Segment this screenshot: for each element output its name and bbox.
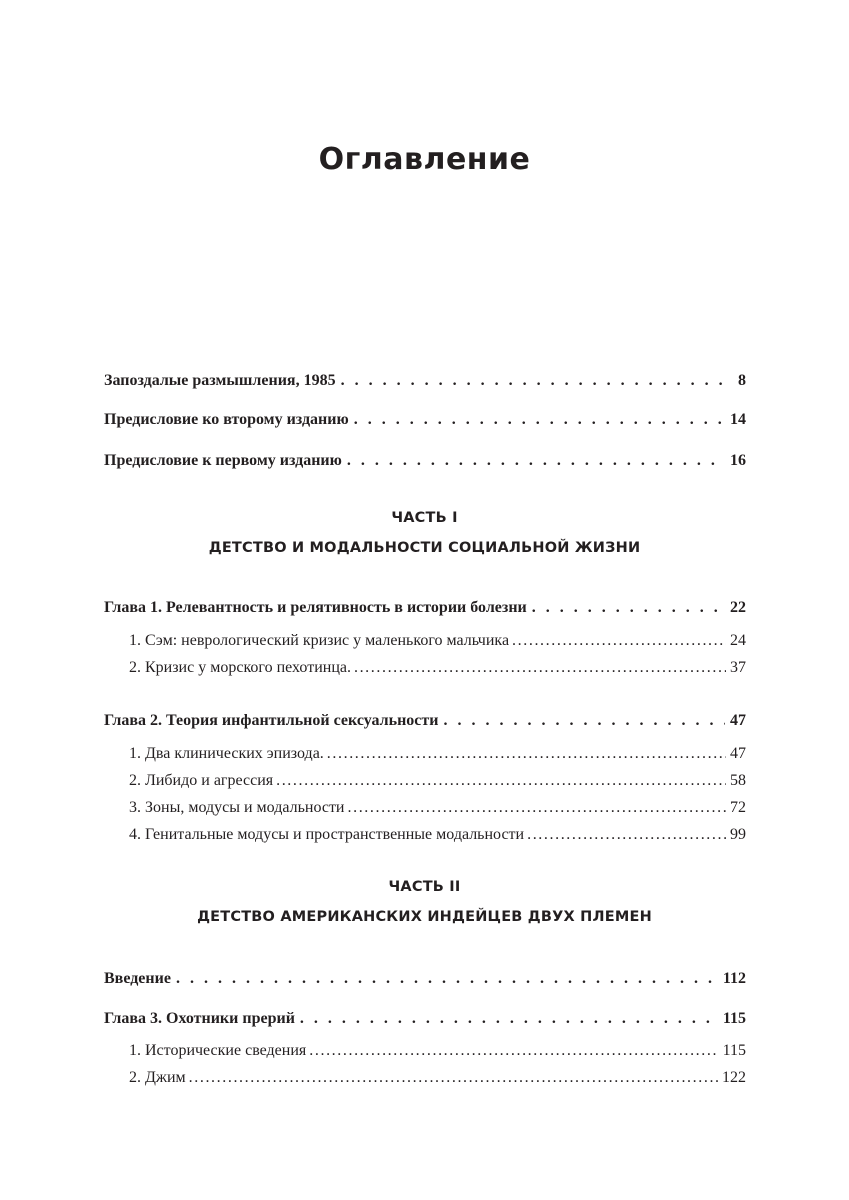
dot-leader	[300, 1009, 718, 1029]
toc-entry-title: 3. Зоны, модусы и модальности	[129, 799, 345, 816]
toc-section[interactable]	[129, 771, 746, 791]
dot-leader	[443, 711, 725, 731]
toc-entry-afterthoughts[interactable]	[104, 371, 746, 391]
toc-entry-page: 47	[730, 745, 746, 762]
toc-section[interactable]	[129, 798, 746, 818]
toc-entry-page: 99	[730, 826, 746, 843]
dot-leader	[341, 371, 733, 391]
toc-entry-page: 37	[730, 659, 746, 676]
toc-entry-page: 122	[722, 1069, 746, 1086]
dot-leader	[354, 658, 726, 678]
toc-entry-title: 1. Два клинических эпизода.	[129, 745, 324, 762]
toc-entry-title: Глава 3. Охотники прерий	[104, 1010, 295, 1027]
toc-entry-title: Предисловие ко второму изданию	[104, 411, 349, 428]
toc-entry-page: 47	[730, 712, 746, 729]
toc-section[interactable]	[129, 1041, 746, 1061]
toc-entry-page: 16	[730, 452, 746, 469]
toc-entry-title: Глава 1. Релевантность и релятивность в истории болезни	[104, 599, 527, 616]
toc-introduction[interactable]	[104, 969, 746, 989]
toc-section[interactable]	[129, 631, 746, 651]
part-title: ДЕТСТВО И МОДАЛЬНОСТИ СОЦИАЛЬНОЙ ЖИЗНИ	[208, 540, 641, 556]
toc-entry-title: Глава 2. Теория инфантильной сексуальности	[104, 712, 439, 729]
toc-entry-title: Предисловие к первому изданию	[104, 452, 342, 469]
part-title: ДЕТСТВО АМЕРИКАНСКИХ ИНДЕЙЦЕВ ДВУХ ПЛЕМЕН	[197, 909, 652, 925]
toc-section[interactable]	[129, 744, 746, 764]
toc-section[interactable]	[129, 1068, 746, 1088]
toc-entry-page: 14	[730, 411, 746, 428]
toc-entry-title: 2. Кризис у морского пехотинца.	[129, 659, 351, 676]
toc-chapter-1[interactable]	[104, 598, 746, 618]
part-label: ЧАСТЬ I	[391, 510, 458, 526]
dot-leader	[189, 1068, 718, 1088]
toc-entry-title: 1. Сэм: неврологический кризис у маленького мальчика	[129, 632, 510, 649]
dot-leader	[327, 744, 726, 764]
toc-entry-page: 115	[722, 1042, 746, 1059]
dot-leader	[276, 771, 726, 791]
toc-entry-page: 24	[730, 632, 746, 649]
toc-entry-title: 2. Джим	[129, 1069, 186, 1086]
toc-entry-first-edition-preface[interactable]	[104, 451, 746, 471]
part-label: ЧАСТЬ II	[388, 879, 461, 895]
dot-leader	[176, 969, 718, 989]
toc-section[interactable]	[129, 658, 746, 678]
dot-leader	[527, 825, 726, 845]
toc-entry-page: 112	[722, 970, 746, 987]
toc-chapter-2[interactable]	[104, 711, 746, 731]
toc-entry-page: 115	[722, 1010, 746, 1027]
dot-leader	[354, 410, 725, 430]
toc-entry-title: Запоздалые размышления, 1985	[104, 372, 336, 389]
toc-entry-title: Введение	[104, 970, 171, 987]
dot-leader	[512, 631, 726, 651]
toc-section[interactable]	[129, 825, 746, 845]
toc-entry-page: 8	[738, 372, 746, 389]
toc-entry-page: 72	[730, 799, 746, 816]
dot-leader	[532, 598, 725, 618]
dot-leader	[347, 451, 725, 471]
toc-entry-second-edition-preface[interactable]	[104, 410, 746, 430]
toc-entry-title: 4. Генитальные модусы и пространственные модальности	[129, 826, 525, 843]
toc-entry-title: 1. Исторические сведения	[129, 1042, 307, 1059]
toc-entry-title: 2. Либидо и агрессия	[129, 772, 274, 789]
dot-leader	[348, 798, 727, 818]
toc-chapter-3[interactable]	[104, 1009, 746, 1029]
dot-leader	[309, 1041, 718, 1061]
page-title: Оглавление	[318, 142, 531, 177]
toc-entry-page: 22	[730, 599, 746, 616]
toc-entry-page: 58	[730, 772, 746, 789]
